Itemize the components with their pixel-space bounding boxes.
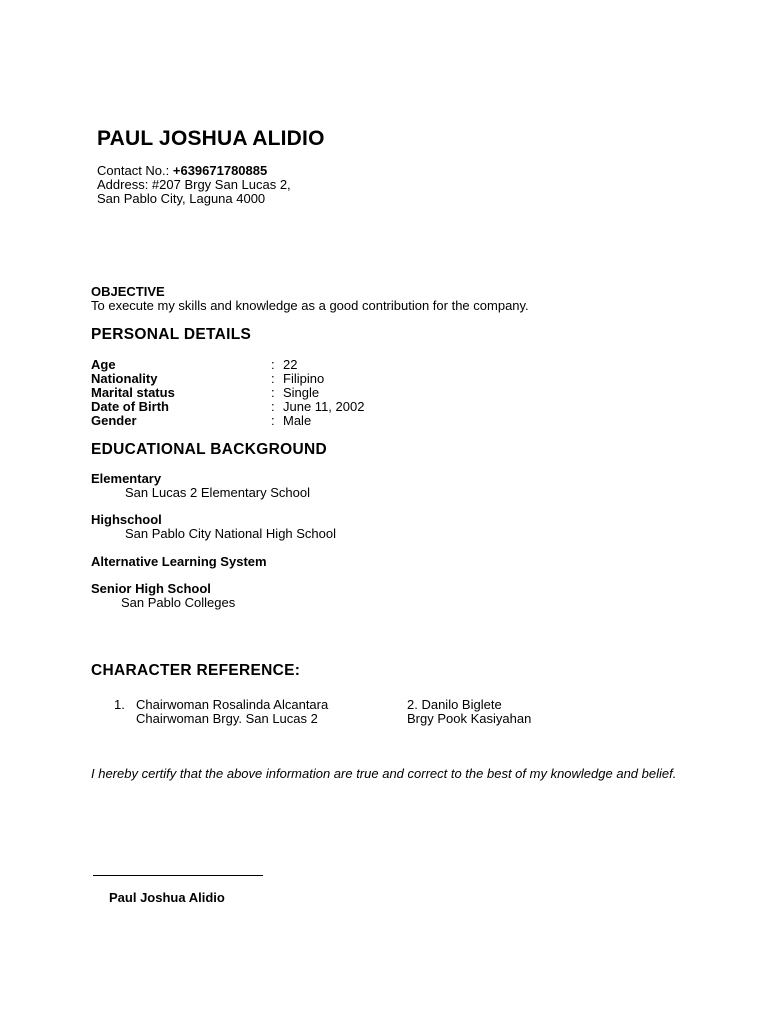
elementary-school: San Lucas 2 Elementary School — [125, 485, 310, 500]
als-label: Alternative Learning System — [91, 554, 267, 569]
detail-colon: : — [271, 399, 275, 414]
reference-1-title: Chairwoman Brgy. San Lucas 2 — [136, 711, 318, 726]
detail-label: Date of Birth — [91, 399, 169, 414]
detail-colon: : — [271, 357, 275, 372]
highschool-school: San Pablo City National High School — [125, 526, 337, 541]
applicant-name: PAUL JOSHUA ALIDIO — [97, 127, 325, 150]
contact-label: Contact No.: — [97, 163, 173, 178]
references-heading: CHARACTER REFERENCE: — [91, 662, 301, 679]
address-line-1: Address: #207 Brgy San Lucas 2, — [97, 177, 291, 192]
objective-text: To execute my skills and knowledge as a good contribution for the company. — [91, 298, 529, 313]
detail-colon: : — [271, 413, 275, 428]
personal-details-heading: PERSONAL DETAILS — [91, 326, 252, 343]
detail-label: Marital status — [91, 385, 175, 400]
detail-value: Male — [283, 413, 312, 428]
detail-row-nationality — [91, 372, 491, 386]
detail-value: Single — [283, 385, 320, 400]
highschool-label: Highschool — [91, 512, 162, 527]
elementary-label: Elementary — [91, 471, 162, 486]
shs-label: Senior High School — [91, 581, 211, 596]
detail-row-date-of-birth — [91, 400, 491, 414]
detail-label: Nationality — [91, 371, 158, 386]
reference-2-title: Brgy Pook Kasiyahan — [407, 711, 532, 726]
detail-colon: : — [271, 371, 275, 386]
certification-statement: I hereby certify that the above information are true and correct to the best of my knowledge and belief. — [91, 766, 677, 781]
reference-2-name: 2. Danilo Biglete — [407, 697, 502, 712]
detail-label: Age — [91, 357, 116, 372]
objective-heading: OBJECTIVE — [91, 284, 165, 299]
shs-school: San Pablo Colleges — [121, 595, 236, 610]
detail-row-gender — [91, 414, 491, 428]
detail-row-age — [91, 358, 491, 372]
education-heading: EDUCATIONAL BACKGROUND — [91, 441, 327, 458]
contact-line — [97, 164, 267, 178]
detail-value: 22 — [283, 357, 298, 372]
reference-1-name: Chairwoman Rosalinda Alcantara — [136, 697, 329, 712]
contact-number: +639671780885 — [172, 163, 268, 178]
detail-value: Filipino — [283, 371, 325, 386]
address-line-2: San Pablo City, Laguna 4000 — [97, 191, 266, 206]
detail-label: Gender — [91, 413, 137, 428]
detail-colon: : — [271, 385, 275, 400]
detail-row-marital-status — [91, 386, 491, 400]
detail-value: June 11, 2002 — [283, 399, 365, 414]
reference-1-number: 1. — [114, 697, 125, 712]
signature-name: Paul Joshua Alidio — [109, 890, 225, 905]
signature-line — [93, 875, 263, 876]
